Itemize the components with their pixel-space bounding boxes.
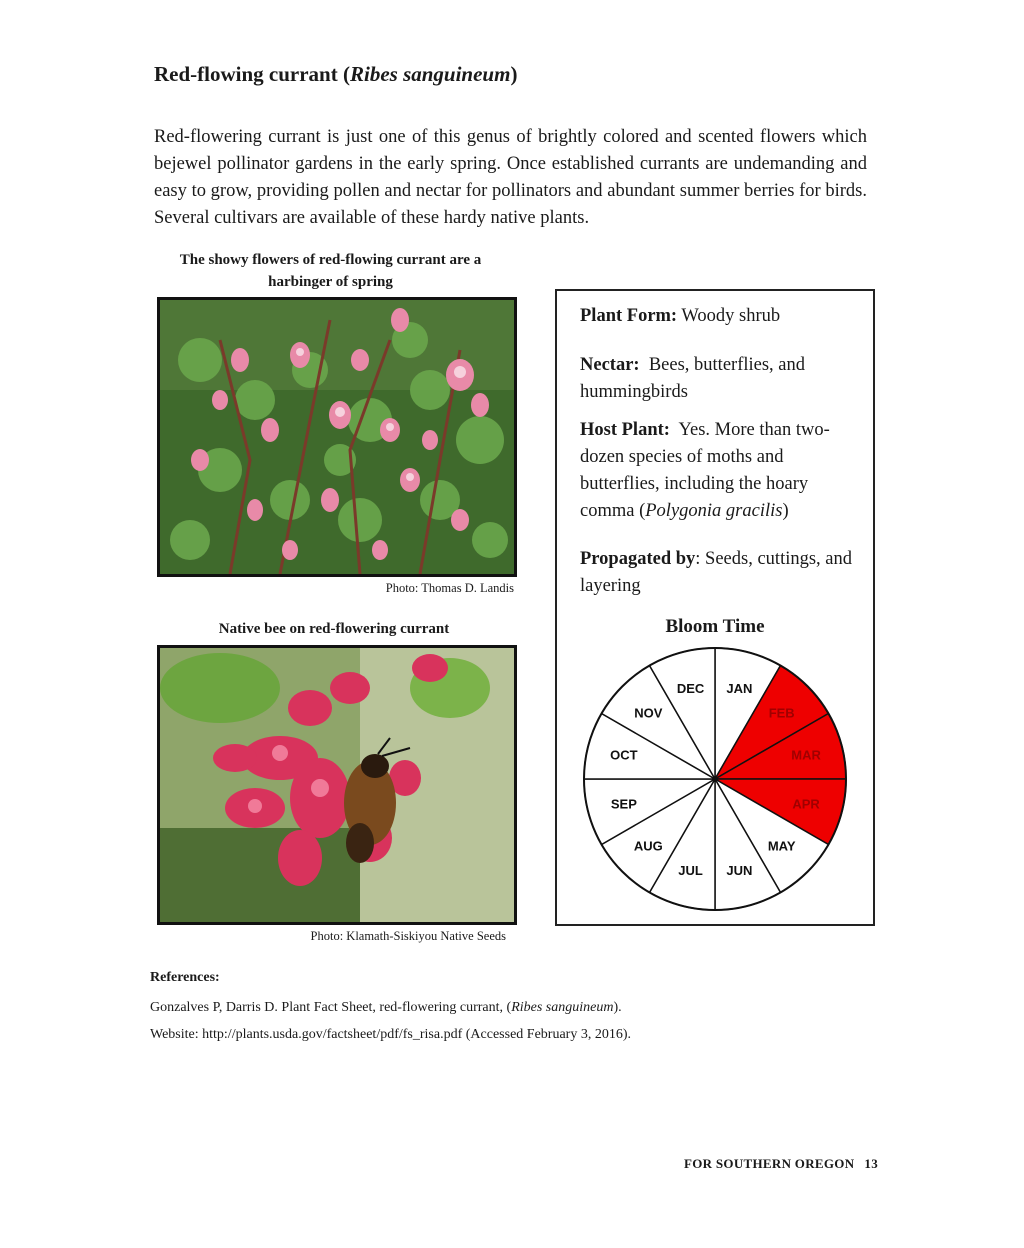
- photo1-caption: The showy flowers of red-flowing currant are a harbinger of spring: [179, 252, 482, 290]
- bloom-label-may: MAY: [767, 838, 796, 854]
- currant-flowers-image: [160, 300, 514, 574]
- bloom-label-nov: NOV: [634, 705, 663, 721]
- photo2-credit: Photo: Klamath-Siskiyou Native Seeds: [310, 929, 506, 943]
- bloom-label-jun: JUN: [726, 863, 753, 879]
- page-title: Red-flowing currant (Ribes sanguineum): [154, 62, 518, 86]
- photo2-caption: Native bee on red-flowering currant: [218, 621, 450, 637]
- bloom-label-aug: AUG: [633, 838, 663, 854]
- nectar-value: Bees, butterflies, and hummingbirds: [580, 355, 806, 402]
- plant-form-value: Woody shrub: [681, 306, 781, 326]
- host-plant-label: Host Plant:: [580, 420, 670, 440]
- propagated-label: Propagated by: [580, 549, 696, 569]
- host-plant-species: Polygonia gracilis: [645, 501, 783, 521]
- bloom-time-title: Bloom Time: [665, 616, 765, 637]
- plant-form-label: Plant Form:: [580, 306, 678, 326]
- nectar-label: Nectar:: [580, 355, 640, 375]
- bloom-label-jan: JAN: [726, 680, 753, 696]
- propagated-value: : Seeds, cuttings, and layering: [580, 549, 853, 596]
- reference-line-1: Gonzalves P, Darris D. Plant Fact Sheet, red-flowering currant, (Ribes sanguineum).: [150, 1000, 622, 1015]
- bloom-label-apr: APR: [792, 796, 820, 812]
- reference-line-2: Website: http://plants.usda.gov/factsheet/pdf/fs_risa.pdf (Accessed February 3, 2016).: [150, 1027, 631, 1042]
- native-bee-image: [160, 648, 514, 922]
- plant-form-field: [580, 303, 865, 330]
- host-plant-field: Host Plant: Yes. More than two-dozen species of moths and butterflies, including the hoary comma (Polygonia gracilis): [580, 420, 830, 521]
- footer-text: FOR SOUTHERN OREGON: [684, 1156, 855, 1171]
- bloom-label-oct: OCT: [610, 747, 638, 763]
- references-label: References:: [150, 970, 220, 985]
- bloom-time-chart: [580, 644, 850, 914]
- intro-paragraph: Red-flowering currant is just one of this genus of brightly colored and scented flowers which bejewel pollinator gardens in the early spring. Once established currants are undemanding and easy to grow, providing pollen and nectar for pollinators and abundant summer berries for birds. Several cultivars are available of these hardy native plants.: [154, 127, 867, 228]
- nectar-field: [580, 352, 865, 406]
- bloom-label-mar: MAR: [791, 747, 821, 763]
- page-number: 13: [864, 1156, 878, 1171]
- propagated-field: [580, 546, 865, 600]
- host-plant-value: Yes. More than two-dozen species of moths and butterflies, including the hoary comma (: [580, 420, 830, 521]
- photo1-credit: Photo: Thomas D. Landis: [385, 581, 514, 595]
- bloom-label-sep: SEP: [610, 796, 637, 812]
- bloom-label-feb: FEB: [768, 705, 795, 721]
- native-bee-photo: [157, 645, 517, 925]
- bloom-label-dec: DEC: [676, 680, 705, 696]
- currant-flowers-photo: [157, 297, 517, 577]
- page-footer: [684, 1156, 878, 1172]
- plant-facts-panel: [555, 289, 875, 926]
- bloom-label-jul: JUL: [678, 863, 703, 879]
